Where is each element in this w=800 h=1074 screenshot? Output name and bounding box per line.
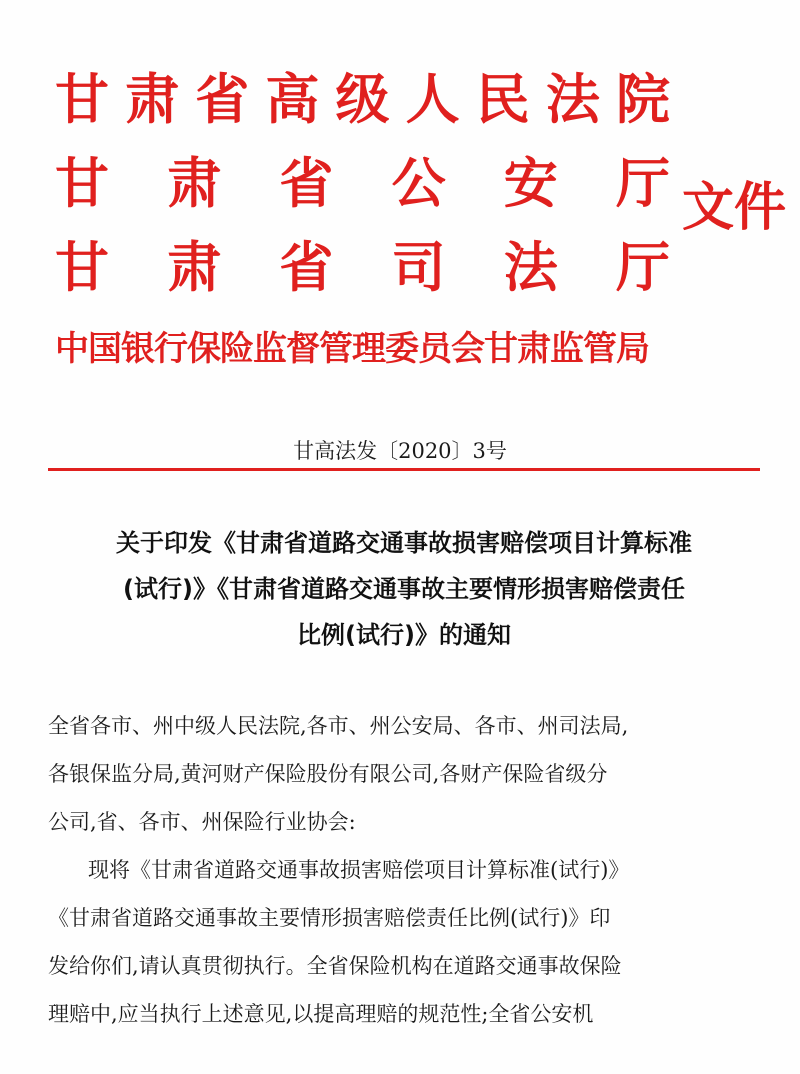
authority-char: 厅 — [615, 236, 670, 299]
authority-char: 肃 — [167, 236, 222, 299]
body-line: 各银保监分局,黄河财产保险股份有限公司,各财产保险省级分 — [48, 762, 608, 786]
authority-char: 安 — [503, 152, 558, 215]
issuing-authorities — [55, 58, 670, 388]
title-line: (试行)》《甘肃省道路交通事故主要情形损害赔偿责任 — [123, 575, 685, 603]
authority-char: 人 — [405, 68, 460, 131]
authority-char: 民 — [475, 68, 530, 131]
authority-char: 法 — [503, 236, 558, 299]
authority-justice — [55, 226, 670, 310]
body-line: 全省各市、州中级人民法院,各市、州公安局、各市、州司法局, — [48, 714, 629, 738]
body-line: 理赔中,应当执行上述意见,以提高理赔的规范性;全省公安机 — [48, 1002, 594, 1026]
authority-char: 省 — [195, 68, 250, 131]
body-line: 公司,省、各市、州保险行业协会: — [48, 810, 356, 834]
authority-char: 肃 — [167, 152, 222, 215]
title-line: 比例(试行)》的通知 — [297, 621, 511, 649]
authority-justice-text — [55, 226, 670, 310]
authority-cbirc-text: 中国银行保险监督管理委员会甘肃监管局 — [55, 329, 649, 369]
authority-char: 法 — [545, 68, 600, 131]
authority-public-security-text — [55, 142, 670, 226]
title-line: 关于印发《甘肃省道路交通事故损害赔偿项目计算标准 — [116, 529, 692, 557]
body-line: 现将《甘肃省道路交通事故损害赔偿项目计算标准(试行)》 — [88, 858, 630, 882]
document-number: 甘高法发〔2020〕3号 — [293, 439, 507, 463]
document-suffix: 文件 — [682, 178, 787, 238]
notice-title — [48, 520, 760, 658]
authority-public-security — [55, 142, 670, 226]
authority-char: 级 — [335, 68, 390, 131]
authority-high-court — [55, 58, 670, 142]
body-line: 《甘肃省道路交通事故主要情形损害赔偿责任比例(试行)》印 — [48, 906, 611, 930]
authority-char: 甘 — [55, 152, 109, 215]
authority-char: 甘 — [55, 236, 109, 299]
authority-high-court-text — [55, 58, 670, 142]
authority-cbirc — [55, 310, 670, 388]
authority-char: 厅 — [615, 152, 670, 215]
authority-char: 甘 — [55, 68, 109, 131]
notice-body — [48, 702, 760, 1038]
authority-char: 高 — [265, 68, 320, 131]
authority-char: 司 — [391, 236, 446, 299]
body-line: 发给你们,请认真贯彻执行。全省保险机构在道路交通事故保险 — [48, 954, 622, 978]
authority-char: 院 — [616, 68, 670, 131]
authority-char: 公 — [391, 152, 446, 215]
authority-char: 省 — [279, 152, 334, 215]
authority-char: 肃 — [125, 68, 180, 131]
authority-char: 省 — [279, 236, 334, 299]
red-divider — [48, 468, 760, 471]
